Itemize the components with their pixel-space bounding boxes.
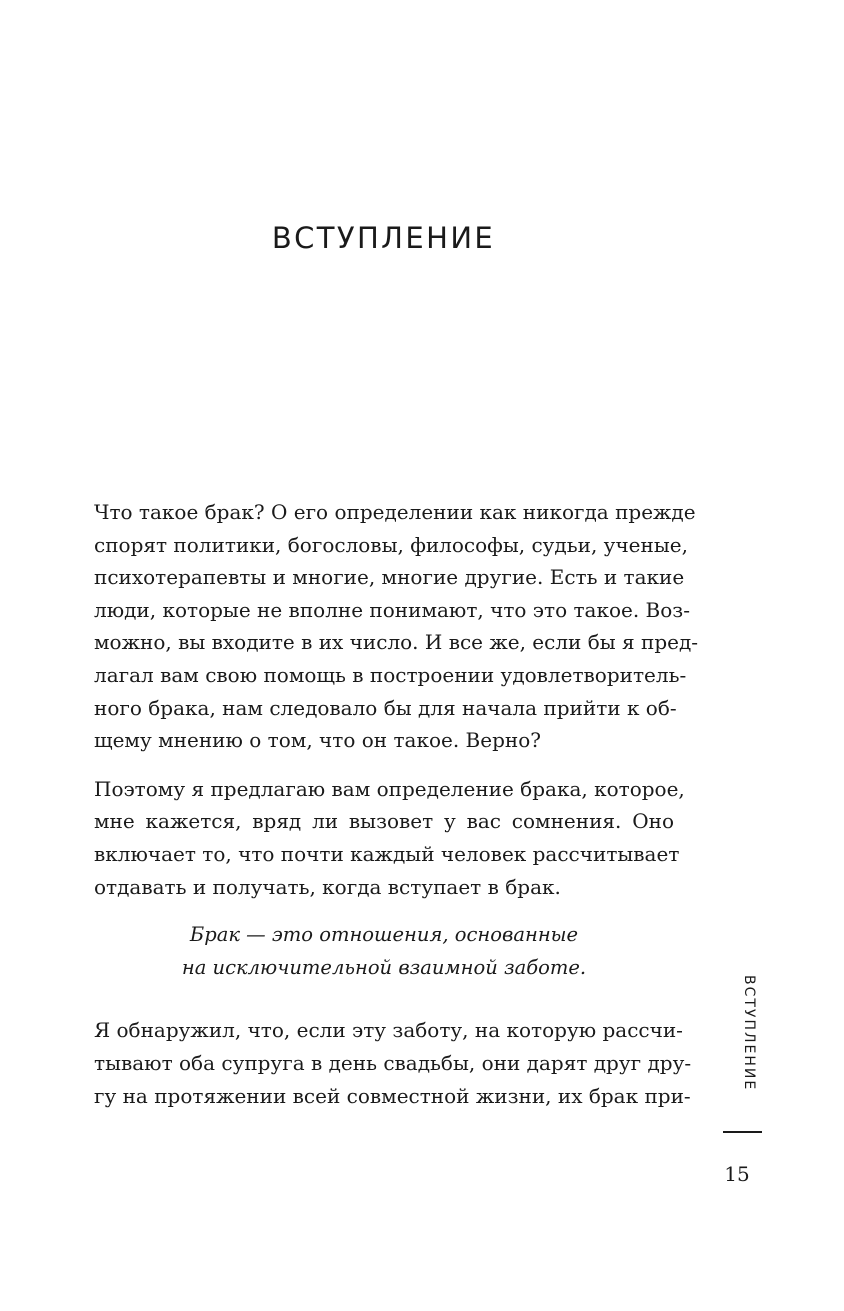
text-line: ного брака, нам следовало бы для начала прийти к об- [94,695,677,720]
text-line: тывают оба супруга в день свадьбы, они дарят друг дру- [94,1050,692,1075]
text-line: можно, вы входите в их число. И все же, если бы я пред- [94,630,699,655]
text-line: люди, которые не вполне понимают, что это такое. Воз- [94,597,690,622]
text-line: щему мнению о том, что он такое. Верно? [94,728,541,753]
page-number: 15 [724,1162,750,1186]
definition-quote [94,919,674,984]
text-line: отдавать и получать, когда вступает в брак. [94,874,561,899]
text-line: лагал вам свою помощь в построении удовлетворитель- [94,662,687,687]
body-text [94,496,699,1128]
text-line: психотерапевты и многие, многие другие. Есть и такие [94,565,685,590]
quote-line: на исключительной взаимной заботе. [181,955,587,979]
text-line: Что такое брак? О его определении как никогда прежде [94,500,696,524]
running-head: ВСТУПЛЕНИЕ [741,975,757,1092]
text-line: Поэтому я предлагаю вам определение брака, которое, [94,776,685,801]
chapter-title: ВСТУПЛЕНИЕ [271,221,496,256]
text-line: включает то, что почти каждый человек рассчитывает [94,841,680,866]
text-line: Я обнаружил, что, если эту заботу, на которую рассчи- [94,1018,683,1043]
text-line: спорят политики, богословы, философы, судьи, ученые, [94,532,688,557]
folio-divider [723,1131,762,1133]
quote-line: Брак — это отношения, основанные [189,923,579,947]
paragraph-2 [94,773,685,903]
text-line: гу на протяжении всей совместной жизни, их брак при- [94,1083,691,1108]
text-line: мне кажется, вряд ли вызовет у вас сомнения. Оно [94,809,674,834]
paragraph-1 [94,496,699,757]
paragraph-3 [94,1014,692,1112]
